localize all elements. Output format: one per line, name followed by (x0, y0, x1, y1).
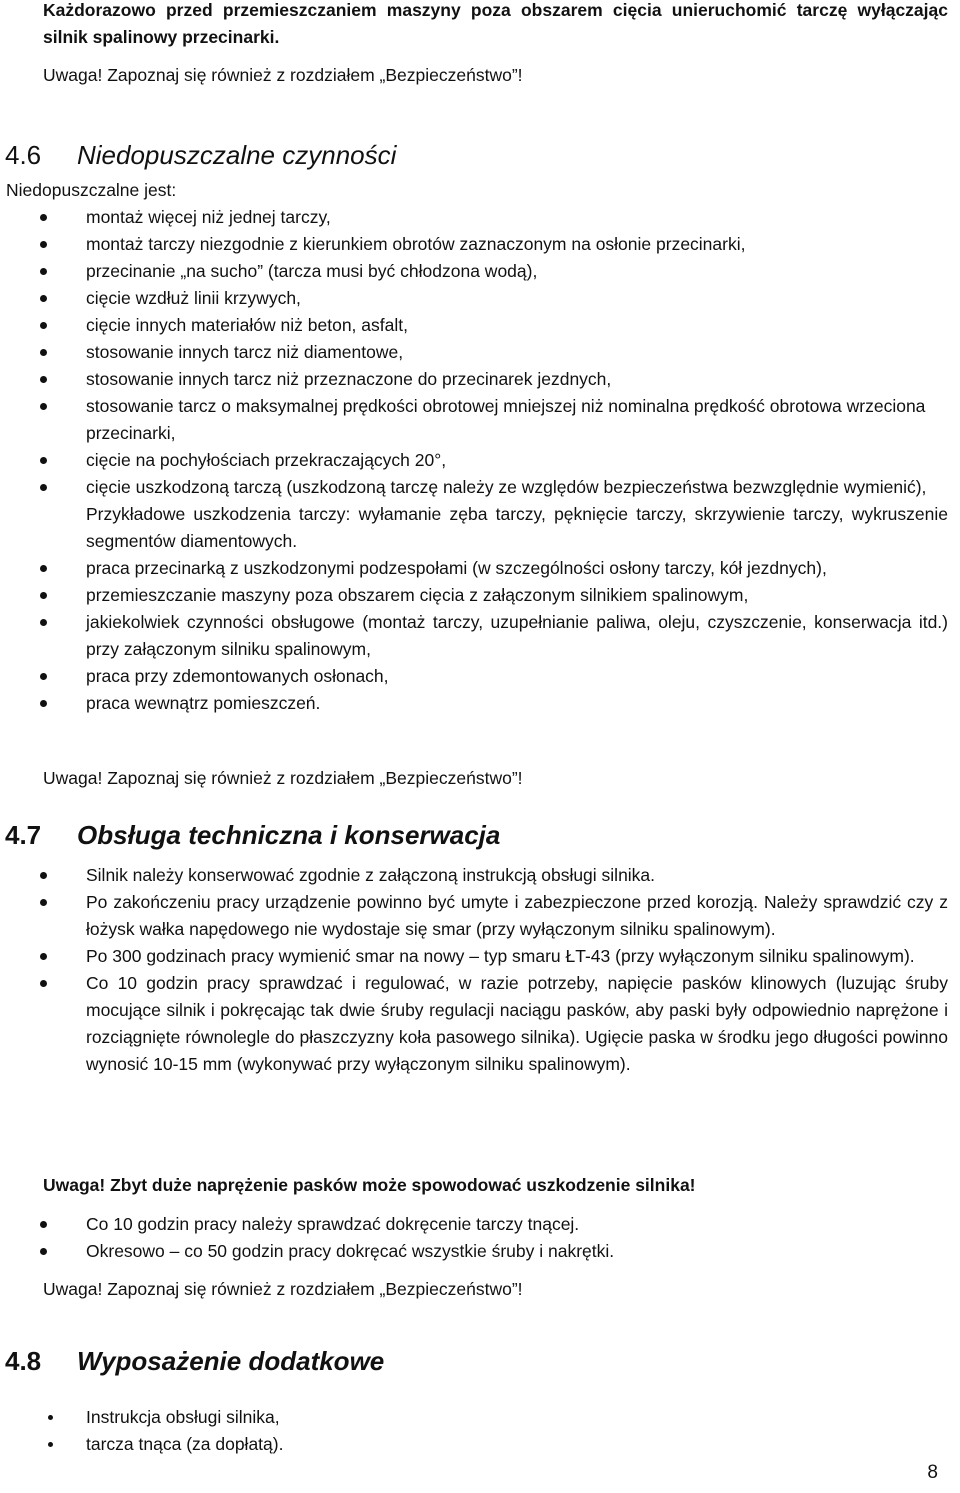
list-item: cięcie na pochyłościach przekraczających 20°, (0, 447, 960, 474)
bullet-icon (40, 457, 47, 464)
list-item: stosowanie innych tarcz niż diamentowe, (0, 339, 960, 366)
warning-note-4-6: Uwaga! Zapoznaj się również z rozdziałem „Bezpieczeństwo”! (43, 768, 523, 788)
maintenance-list (0, 862, 960, 1078)
bullet-icon (40, 295, 47, 302)
intro-paragraph: Każdorazowo przed przemieszczaniem maszyny poza obszarem cięcia unieruchomić tarczę wyłączając silnik spalinowy przecinarki. (43, 0, 948, 47)
bullet-icon (40, 980, 47, 987)
list-item: cięcie uszkodzoną tarczą (uszkodzoną tarczę należy ze względów bezpieczeństwa bezwzględnie wymienić), Przykładowe uszkodzenia tarczy: wyłamanie zęba tarczy, pęknięcie tarczy, skrzywienie tarczy, wykruszenie segmentów diamentowych. (0, 474, 960, 555)
section-heading-4-7 (5, 818, 500, 852)
bullet-icon (40, 403, 47, 410)
section-heading-4-6 (5, 138, 396, 172)
list-item: przecinanie „na sucho” (tarcza musi być chłodzona wodą), (0, 258, 960, 285)
bullet-icon (40, 268, 47, 275)
bullet-icon (40, 592, 47, 599)
list-item: Okresowo – co 50 godzin pracy dokręcać wszystkie śruby i nakrętki. (0, 1238, 960, 1265)
list-item: Po 300 godzinach pracy wymienić smar na nowy – typ smaru ŁT-43 (przy wyłączonym silniku spalinowym). (0, 943, 960, 970)
list-item: montaż tarczy niezgodnie z kierunkiem obrotów zaznaczonym na osłonie przecinarki, (0, 231, 960, 258)
list-item: cięcie innych materiałów niż beton, asfalt, (0, 312, 960, 339)
bullet-icon (40, 953, 47, 960)
maintenance-list-2 (0, 1211, 960, 1265)
list-item: przemieszczanie maszyny poza obszarem cięcia z załączonym silnikiem spalinowym, (0, 582, 960, 609)
section-title: Wyposażenie dodatkowe (77, 1346, 385, 1376)
bullet-icon (40, 899, 47, 906)
bullet-icon (40, 322, 47, 329)
bullet-icon (40, 872, 47, 879)
bullet-icon (40, 1221, 47, 1228)
bullet-icon (40, 349, 47, 356)
section-number: 4.8 (5, 1346, 42, 1376)
warning-note-top: Uwaga! Zapoznaj się również z rozdziałem „Bezpieczeństwo”! (43, 65, 523, 85)
bullet-icon (40, 619, 47, 626)
prohibited-list (0, 204, 960, 717)
bullet-icon (40, 673, 47, 680)
accessories-list (0, 1404, 960, 1458)
section-title: Niedopuszczalne czynności (77, 140, 397, 170)
list-item: cięcie wzdłuż linii krzywych, (0, 285, 960, 312)
list-item: jakiekolwiek czynności obsługowe (montaż tarczy, uzupełnianie paliwa, oleju, czyszczenie, konserwacja itd.) przy załączonym silniku spalinowym, (0, 609, 960, 663)
bullet-icon (40, 214, 47, 221)
list-item: Po zakończeniu pracy urządzenie powinno być umyte i zabezpieczone przed korozją. Należy sprawdzić czy z łożysk wałka napędowego nie wydostaje się smar (przy wyłączonym silniku spalinowym). (0, 889, 960, 943)
section-heading-4-8 (5, 1344, 384, 1378)
section-number: 4.6 (5, 140, 42, 170)
bullet-icon (48, 1415, 53, 1420)
bullet-icon (40, 700, 47, 707)
list-item: praca przy zdemontowanych osłonach, (0, 663, 960, 690)
list-item: stosowanie tarcz o maksymalnej prędkości obrotowej mniejszej niż nominalna prędkość obrotowa wrzeciona przecinarki, (0, 393, 960, 447)
list-item: tarcza tnąca (za dopłatą). (0, 1431, 960, 1458)
list-item: praca wewnątrz pomieszczeń. (0, 690, 960, 717)
section-intro: Niedopuszczalne jest: (6, 180, 177, 200)
list-item: praca przecinarką z uszkodzonymi podzespołami (w szczególności osłony tarczy, kół jezdnych), (0, 555, 960, 582)
list-item: montaż więcej niż jednej tarczy, (0, 204, 960, 231)
bullet-icon (40, 1248, 47, 1255)
list-item: Co 10 godzin pracy należy sprawdzać dokręcenie tarczy tnącej. (0, 1211, 960, 1238)
list-item: stosowanie innych tarcz niż przeznaczone do przecinarek jezdnych, (0, 366, 960, 393)
page-number: 8 (927, 1462, 938, 1483)
list-item: Silnik należy konserwować zgodnie z załączoną instrukcją obsługi silnika. (0, 862, 960, 889)
section-title: Obsługa techniczna i konserwacja (77, 820, 501, 850)
list-item: Instrukcja obsługi silnika, (0, 1404, 960, 1431)
warning-note-4-7: Uwaga! Zapoznaj się również z rozdziałem „Bezpieczeństwo”! (43, 1279, 523, 1299)
bullet-icon (40, 565, 47, 572)
list-item: Co 10 godzin pracy sprawdzać i regulować, w razie potrzeby, napięcie pasków klinowych (luzując śruby mocujące silnik i pokręcając tak dwie śruby regulacji naciągu pasków, aby paski były odpowiednio naprężone i rozciągnięte równolegle do płaszczyzny koła pasowego silnika). Ugięcie paska w środku jego długości powinno wynosić 10-15 mm (wykonywać przy wyłączonym silniku spalinowym). (0, 970, 960, 1078)
bullet-icon (40, 376, 47, 383)
bullet-icon (40, 241, 47, 248)
bullet-icon (40, 484, 47, 491)
section-number: 4.7 (5, 820, 42, 850)
bullet-icon (48, 1442, 53, 1447)
belt-tension-warning: Uwaga! Zbyt duże naprężenie pasków może spowodować uszkodzenie silnika! (43, 1175, 696, 1195)
example-damage-note: Przykładowe uszkodzenia tarczy: wyłamanie zęba tarczy, pęknięcie tarczy, skrzywienie tarczy, wykruszenie segmentów diamentowych. (86, 504, 948, 551)
